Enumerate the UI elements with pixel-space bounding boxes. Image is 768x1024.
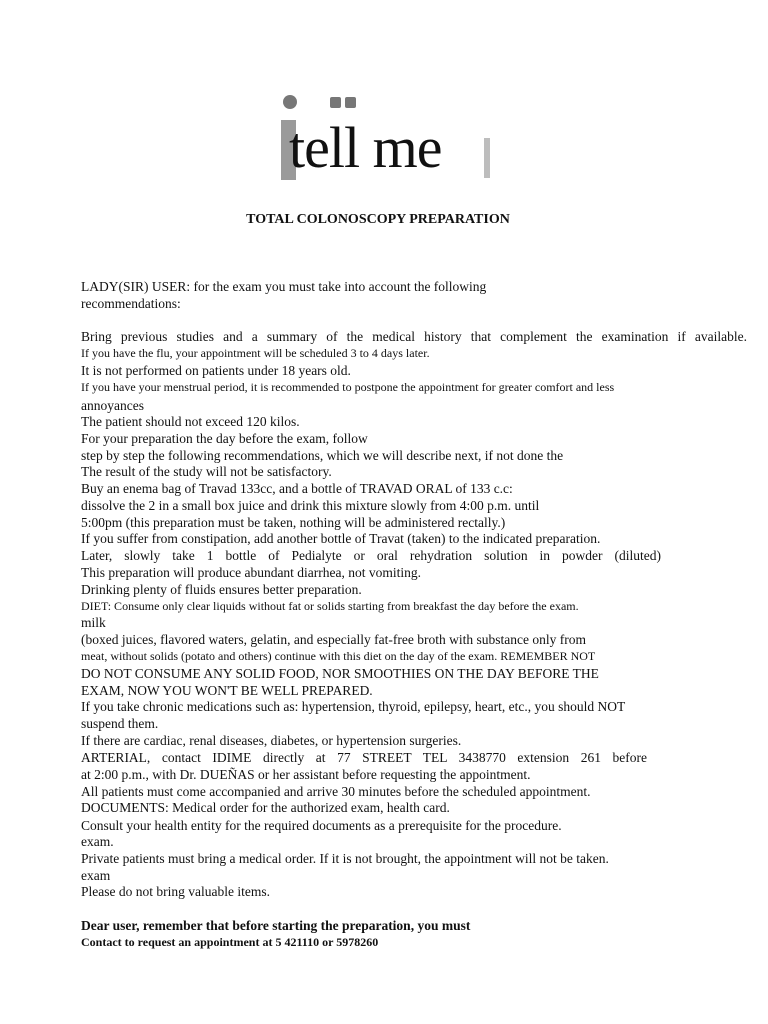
text-line: If you take chronic medications such as: hypertension, thyroid, epilepsy, heart, etc., you should NOT (81, 699, 626, 714)
text-line: suspend them. (81, 716, 159, 731)
text-line: For your preparation the day before the exam, follow (81, 431, 368, 446)
logo-text: tell me (289, 115, 442, 180)
text-line: dissolve the 2 in a small box juice and drink this mixture slowly from 4:00 p.m. until (81, 498, 540, 513)
text-line: Private patients must bring a medical order. If it is not brought, the appointment will not be taken. (81, 851, 609, 866)
text-line: LADY(SIR) USER: for the exam you must take into account the following (81, 279, 487, 294)
text-line: If you have your menstrual period, it is recommended to postpone the appointment for greater comfort and less (81, 380, 615, 394)
closing-note: Dear user, remember that before starting the preparation, you must (81, 918, 471, 933)
text-line: EXAM, NOW YOU WON'T BE WELL PREPARED. (81, 683, 373, 698)
text-line: Buy an enema bag of Travad 133cc, and a bottle of TRAVAD ORAL of 133 c.c: (81, 481, 513, 496)
text-line: step by step the following recommendations, which we will describe next, if not done the (81, 448, 564, 463)
text-line: DIET: Consume only clear liquids without fat or solids starting from breakfast the day before the exam. (81, 599, 579, 613)
text-line: milk (81, 615, 106, 630)
text-line: Bring previous studies and a summary of the medical history that complement the examination if available. (81, 329, 747, 344)
text-line: If there are cardiac, renal diseases, diabetes, or hypertension surgeries. (81, 733, 462, 748)
appointment-contact: Contact to request an appointment at 5 421110 or 5978260 (81, 935, 379, 949)
text-line: DO NOT CONSUME ANY SOLID FOOD, NOR SMOOTHIES ON THE DAY BEFORE THE (81, 666, 599, 681)
text-line: recommendations: (81, 296, 181, 311)
text-line: exam (81, 868, 111, 883)
text-line: This preparation will produce abundant diarrhea, not vomiting. (81, 565, 422, 580)
text-line: The result of the study will not be satisfactory. (81, 464, 332, 479)
text-line: at 2:00 p.m., with Dr. DUEÑAS or her assistant before requesting the appointment. (81, 767, 531, 782)
text-line: Please do not bring valuable items. (81, 884, 270, 899)
logo-bar-right (484, 138, 490, 178)
logo-dot-3 (345, 97, 356, 108)
text-line: The patient should not exceed 120 kilos. (81, 414, 300, 429)
text-line: annoyances (81, 398, 144, 413)
logo-dot-2 (330, 97, 341, 108)
text-line: (boxed juices, flavored waters, gelatin, and especially fat-free broth with substance only from (81, 632, 586, 647)
text-line: If you suffer from constipation, add another bottle of Travat (taken) to the indicated preparation. (81, 531, 601, 546)
text-line: If you have the flu, your appointment will be scheduled 3 to 4 days later. (81, 346, 430, 360)
text-line: DOCUMENTS: Medical order for the authorized exam, health card. (81, 800, 450, 815)
logo-dot-1 (283, 95, 297, 109)
text-line: Drinking plenty of fluids ensures better preparation. (81, 582, 362, 597)
text-line: ARTERIAL, contact IDIME directly at 77 STREET TEL 3438770 extension 261 before (81, 750, 647, 765)
text-line: Consult your health entity for the required documents as a prerequisite for the procedure. (81, 818, 562, 833)
text-line: 5:00pm (this preparation must be taken, nothing will be administered rectally.) (81, 515, 506, 530)
text-line: meat, without solids (potato and others) continue with this diet on the day of the exam. REMEMBER NOT (81, 649, 596, 663)
text-line: exam. (81, 834, 114, 849)
text-line: All patients must come accompanied and arrive 30 minutes before the scheduled appointment. (81, 784, 591, 799)
document-title: TOTAL COLONOSCOPY PREPARATION (246, 212, 510, 227)
tell-me-logo (277, 90, 497, 190)
text-line: Later, slowly take 1 bottle of Pedialyte or oral rehydration solution in powder (diluted) (81, 548, 661, 563)
text-line: It is not performed on patients under 18 years old. (81, 363, 351, 378)
